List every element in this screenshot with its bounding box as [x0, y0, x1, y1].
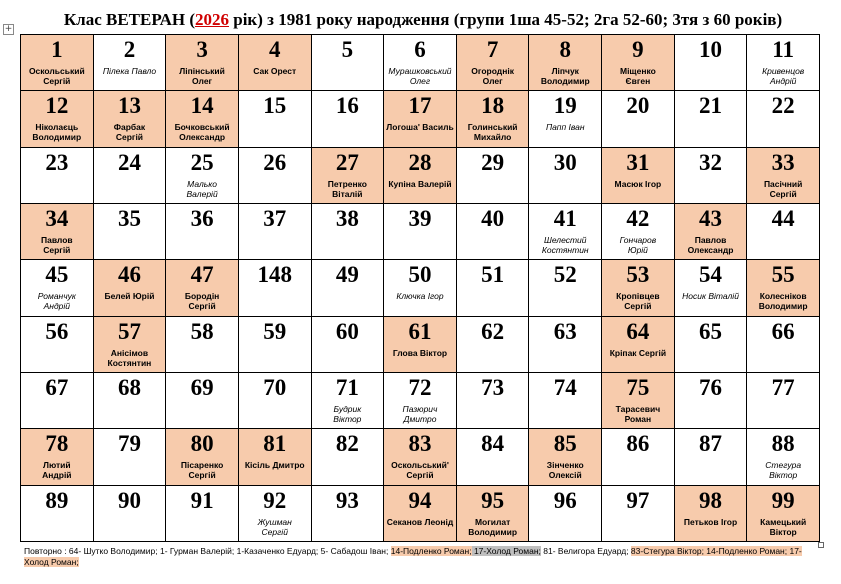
page-title [14, 9, 832, 31]
cell-number: 43 [699, 205, 723, 231]
cell-name: Гончаров Юрій [619, 234, 657, 255]
table-cell[interactable] [675, 204, 748, 260]
cell-number: 66 [771, 318, 795, 344]
cell-number: 23 [45, 149, 69, 175]
table-cell[interactable] [94, 373, 167, 429]
cell-number: 54 [699, 262, 723, 288]
cell-number: 50 [408, 262, 432, 288]
table-cell[interactable] [529, 260, 602, 316]
cell-name: Лютий Андрій [42, 460, 72, 481]
table-cell[interactable] [166, 91, 239, 147]
cell-number: 47 [190, 262, 214, 288]
table-cell[interactable] [384, 429, 457, 485]
cell-name: Глова Віктор [392, 347, 448, 358]
cell-number: 41 [553, 205, 577, 231]
cell-number: 12 [45, 93, 69, 119]
cell-number: 24 [117, 149, 141, 175]
cell-number: 60 [335, 318, 359, 344]
cell-number: 79 [117, 431, 141, 457]
table-cell[interactable] [457, 91, 530, 147]
table-cell[interactable] [602, 35, 675, 91]
table-cell[interactable] [747, 91, 820, 147]
cell-number: 6 [414, 37, 426, 62]
cell-number: 94 [408, 487, 432, 513]
cell-number: 93 [335, 487, 359, 513]
table-cell[interactable] [675, 35, 748, 91]
cell-number: 40 [481, 205, 505, 231]
repeat-note [24, 546, 824, 568]
cell-number: 73 [481, 374, 505, 400]
cell-name: Масюк Ігор [614, 178, 662, 189]
table-cell[interactable] [675, 91, 748, 147]
title-prefix: Клас ВЕТЕРАН ( [63, 10, 195, 29]
table-cell[interactable] [94, 35, 167, 91]
table-cell[interactable] [21, 204, 94, 260]
cell-number: 38 [335, 205, 359, 231]
cell-number: 99 [771, 487, 795, 513]
table-cell[interactable] [239, 429, 312, 485]
cell-name: Мурашковський Олег [388, 66, 452, 86]
cell-number: 86 [626, 431, 650, 457]
title-year: 2026 [194, 10, 229, 29]
table-cell[interactable] [94, 204, 167, 260]
cell-number: 1 [51, 37, 63, 62]
table-cell[interactable] [239, 260, 312, 316]
table-cell[interactable] [602, 317, 675, 373]
cell-number: 55 [771, 262, 795, 288]
table-cell[interactable] [384, 35, 457, 91]
cell-number: 80 [190, 431, 214, 457]
cell-number: 8 [559, 37, 572, 62]
table-cell[interactable] [239, 91, 312, 147]
table-cell[interactable] [457, 148, 530, 204]
cell-name: Петьков Ігор [683, 516, 738, 527]
cell-number: 53 [626, 262, 650, 288]
table-cell[interactable] [239, 486, 312, 542]
cell-number: 76 [699, 374, 723, 400]
table-cell[interactable] [166, 204, 239, 260]
cell-name: Стегура Віктор [765, 460, 802, 481]
table-cell[interactable] [747, 486, 820, 542]
table-cell[interactable] [457, 204, 530, 260]
cell-number: 15 [263, 93, 287, 119]
cell-name: Павлов Олександр [687, 234, 734, 255]
table-cell[interactable] [312, 429, 385, 485]
cell-name: Малько Валерій [186, 178, 218, 199]
table-cell[interactable] [457, 35, 530, 91]
cell-number: 82 [335, 431, 359, 457]
cell-number: 16 [335, 93, 359, 119]
table-cell[interactable] [384, 91, 457, 147]
table-cell[interactable] [21, 317, 94, 373]
table-cell[interactable] [21, 35, 94, 91]
cell-name: Купіна Валерій [388, 178, 452, 189]
table-cell[interactable] [312, 35, 385, 91]
table-cell[interactable] [529, 486, 602, 542]
repeat-note-text: 64- Шутко Володимир; 1- Гурман Валерій; 1-Казаченко Едуард; 5- Сабадош Іван; [66, 546, 391, 556]
table-cell[interactable] [312, 317, 385, 373]
table-cell[interactable] [94, 429, 167, 485]
cell-name: Зінченко Олексій [546, 460, 584, 481]
table-cell[interactable] [239, 148, 312, 204]
table-cell[interactable] [675, 486, 748, 542]
table-cell[interactable] [675, 260, 748, 316]
cell-number: 90 [117, 487, 141, 513]
table-cell[interactable] [457, 260, 530, 316]
table-cell[interactable] [529, 204, 602, 260]
table-cell[interactable] [384, 204, 457, 260]
cell-number: 39 [408, 205, 432, 231]
table-cell[interactable] [21, 91, 94, 147]
cell-name: Оскольський Сергій [28, 66, 85, 86]
table-cell[interactable] [675, 317, 748, 373]
cell-name: Папп Іван [546, 122, 585, 133]
cell-name: Оскольський' Сергій [391, 460, 449, 481]
table-cell[interactable] [312, 148, 385, 204]
cell-name: Пісаренко Сергій [180, 460, 224, 481]
table-cell[interactable] [384, 486, 457, 542]
cell-number: 96 [553, 487, 577, 513]
cell-name: Ліпчук Володимир [540, 66, 590, 86]
table-cell[interactable] [457, 429, 530, 485]
table-move-handle-icon[interactable]: + [4, 24, 13, 34]
cell-number: 49 [335, 262, 359, 288]
table-cell[interactable] [529, 429, 602, 485]
table-cell[interactable] [602, 260, 675, 316]
cell-number: 97 [626, 487, 650, 513]
cell-number: 32 [699, 149, 723, 175]
cell-number: 20 [626, 93, 650, 119]
table-cell[interactable] [21, 373, 94, 429]
cell-number: 10 [699, 37, 723, 62]
cell-number: 67 [45, 374, 69, 400]
table-cell[interactable] [675, 429, 748, 485]
table-cell[interactable] [747, 35, 820, 91]
cell-number: 78 [45, 431, 69, 457]
table-cell[interactable] [602, 91, 675, 147]
table-cell[interactable] [675, 373, 748, 429]
table-cell[interactable] [384, 373, 457, 429]
cell-number: 21 [699, 93, 723, 119]
cell-number: 63 [553, 318, 577, 344]
repeat-note-highlight-2: 83-Стегура Віктор; 14-Подленко Роман; 17-Холод Роман; [24, 546, 802, 567]
table-cell[interactable] [529, 148, 602, 204]
cell-number: 13 [117, 93, 141, 119]
cell-number: 37 [263, 205, 287, 231]
table-cell[interactable] [602, 204, 675, 260]
table-cell[interactable] [21, 260, 94, 316]
cell-number: 26 [263, 149, 287, 175]
cell-number: 98 [699, 487, 723, 513]
cell-number: 83 [408, 431, 432, 457]
cell-name: Логоша' Василь [386, 122, 454, 133]
table-cell[interactable] [21, 429, 94, 485]
table-cell[interactable] [94, 148, 167, 204]
table-cell[interactable] [529, 317, 602, 373]
cell-number: 75 [626, 374, 650, 400]
cell-name: Анісімов Костянтин [107, 347, 152, 368]
table-cell[interactable] [239, 317, 312, 373]
repeat-note-text-2: 81- Велигора Едуард; [540, 546, 631, 556]
table-cell[interactable] [94, 486, 167, 542]
cell-number: 9 [632, 37, 644, 62]
table-cell[interactable] [239, 373, 312, 429]
cell-name: Тарасевич Роман [615, 403, 661, 424]
cell-name: Бородін Сергій [184, 291, 220, 312]
table-cell[interactable] [94, 260, 167, 316]
cell-number: 18 [481, 93, 505, 119]
cell-number: 7 [486, 37, 499, 62]
cell-number: 68 [117, 374, 141, 400]
cell-number: 19 [553, 93, 577, 119]
cell-number: 64 [626, 318, 650, 344]
cell-number: 3 [196, 37, 208, 62]
table-cell[interactable] [239, 204, 312, 260]
cell-number: 89 [45, 487, 69, 513]
cell-number: 44 [771, 205, 795, 231]
cell-name: Колесніков Володимир [758, 291, 808, 312]
cell-name: Бочковський Олександр [174, 122, 230, 143]
table-cell[interactable] [384, 148, 457, 204]
table-cell[interactable] [747, 317, 820, 373]
cell-number: 77 [771, 374, 795, 400]
cell-number: 30 [553, 149, 577, 175]
cell-name: Кісіль Дмитро [244, 460, 305, 471]
cell-name: Секанов Леонід [386, 516, 454, 527]
cell-number: 34 [45, 205, 69, 231]
cell-name: Сак Орест [253, 66, 297, 76]
cell-name: Кривенцов Андрій [762, 66, 805, 86]
table-cell[interactable] [21, 148, 94, 204]
table-cell[interactable] [675, 148, 748, 204]
cell-number: 92 [263, 487, 287, 513]
cell-name: Носик Віталій [682, 291, 739, 302]
cell-number: 148 [257, 262, 292, 288]
cell-name: Могилат Володимир [468, 516, 518, 537]
cell-number: 88 [771, 431, 795, 457]
table-cell[interactable] [529, 35, 602, 91]
table-cell[interactable] [21, 486, 94, 542]
table-cell[interactable] [529, 373, 602, 429]
cell-name: Пазюрич Дмитро [402, 403, 438, 424]
table-cell[interactable] [239, 35, 312, 91]
cell-number: 59 [263, 318, 287, 344]
cell-number: 14 [190, 93, 214, 119]
cell-number: 5 [341, 37, 354, 62]
cell-number: 45 [45, 262, 69, 288]
cell-name: Белей Юрій [104, 291, 155, 302]
cell-number: 27 [335, 149, 359, 175]
table-cell[interactable] [384, 260, 457, 316]
table-cell[interactable] [457, 486, 530, 542]
table-cell[interactable] [747, 148, 820, 204]
cell-number: 25 [190, 149, 214, 175]
table-cell[interactable] [457, 317, 530, 373]
cell-number: 57 [117, 318, 141, 344]
cell-name: Кропівцев Сергій [616, 291, 660, 312]
cell-name: Шелестий Костянтин [541, 234, 589, 255]
cell-name: Павлов Сергій [40, 234, 73, 255]
table-cell[interactable] [312, 204, 385, 260]
cell-name: Жушман Сергій [257, 516, 292, 537]
cell-number: 62 [481, 318, 505, 344]
table-cell[interactable] [166, 429, 239, 485]
table-cell[interactable] [384, 317, 457, 373]
cell-number: 4 [268, 37, 281, 62]
repeat-note-highlight: 14-Подленко Роман; [390, 546, 472, 556]
cell-number: 84 [481, 431, 505, 457]
cell-number: 52 [553, 262, 577, 288]
table-cell[interactable] [602, 373, 675, 429]
repeat-note-grey: 17-Холод Роман; [471, 546, 541, 556]
cell-name: Ніколаєць Володимир [32, 122, 82, 143]
cell-number: 42 [626, 205, 650, 231]
table-cell[interactable] [94, 91, 167, 147]
title-suffix: рік) з 1981 року народження (групи 1ша 45-52; 2га 52-60; 3тя з 60 років) [228, 10, 783, 29]
cell-name: Будрик Віктор [333, 403, 362, 424]
cell-name: Голинський Михайло [467, 122, 518, 143]
cell-name: Міщенко Євген [619, 66, 656, 86]
table-cell[interactable] [312, 486, 385, 542]
repeat-note-label: Повторно : [24, 546, 67, 556]
cell-number: 69 [190, 374, 214, 400]
cell-number: 74 [553, 374, 577, 400]
cell-name: Петренко Віталій [327, 178, 367, 199]
cell-number: 58 [190, 318, 214, 344]
cell-number: 72 [408, 374, 432, 400]
table-cell[interactable] [166, 317, 239, 373]
cell-name: Пасічний Сергій [763, 178, 803, 199]
table-cell[interactable] [312, 91, 385, 147]
table-cell[interactable] [747, 204, 820, 260]
cell-number: 91 [190, 487, 214, 513]
cell-number: 31 [626, 149, 650, 175]
table-cell[interactable] [94, 317, 167, 373]
cell-name: Ключка Ігор [396, 291, 444, 302]
cell-number: 36 [190, 205, 214, 231]
cell-name: Ліпінський Олег [179, 66, 225, 86]
table-cell[interactable] [602, 148, 675, 204]
cell-number: 61 [408, 318, 432, 344]
cell-number: 11 [772, 37, 795, 62]
table-cell[interactable] [166, 148, 239, 204]
cell-number: 85 [553, 431, 577, 457]
cell-number: 2 [123, 37, 136, 62]
table-cell[interactable] [166, 486, 239, 542]
table-cell[interactable] [166, 260, 239, 316]
cell-number: 29 [481, 149, 505, 175]
cell-name: Камецький Віктор [760, 516, 807, 537]
cell-name: Кріпак Сергій [609, 347, 667, 358]
cell-number: 65 [699, 318, 723, 344]
table-cell[interactable] [747, 373, 820, 429]
cell-name: Фарбак Сергій [113, 122, 146, 143]
table-cell[interactable] [747, 260, 820, 316]
cell-number: 22 [771, 93, 795, 119]
cell-name: Огороднік Олег [471, 66, 514, 86]
table-cell[interactable] [312, 373, 385, 429]
table-cell[interactable] [457, 373, 530, 429]
number-grid-table [20, 34, 820, 542]
cell-number: 46 [117, 262, 141, 288]
cell-number: 95 [481, 487, 505, 513]
cell-number: 33 [771, 149, 795, 175]
table-cell[interactable] [166, 35, 239, 91]
cell-number: 28 [408, 149, 432, 175]
cell-name: Пілека Павло [102, 66, 157, 76]
cell-number: 17 [408, 93, 432, 119]
cell-number: 71 [335, 374, 359, 400]
table-cell[interactable] [747, 429, 820, 485]
cell-number: 56 [45, 318, 69, 344]
table-cell[interactable] [312, 260, 385, 316]
table-cell[interactable] [602, 486, 675, 542]
table-cell[interactable] [529, 91, 602, 147]
cell-number: 70 [263, 374, 287, 400]
cell-number: 87 [699, 431, 723, 457]
cell-name: Романчук Андрій [37, 291, 76, 312]
cell-number: 81 [263, 431, 287, 457]
cell-number: 35 [117, 205, 141, 231]
table-cell[interactable] [166, 373, 239, 429]
cell-number: 51 [481, 262, 505, 288]
table-cell[interactable] [602, 429, 675, 485]
